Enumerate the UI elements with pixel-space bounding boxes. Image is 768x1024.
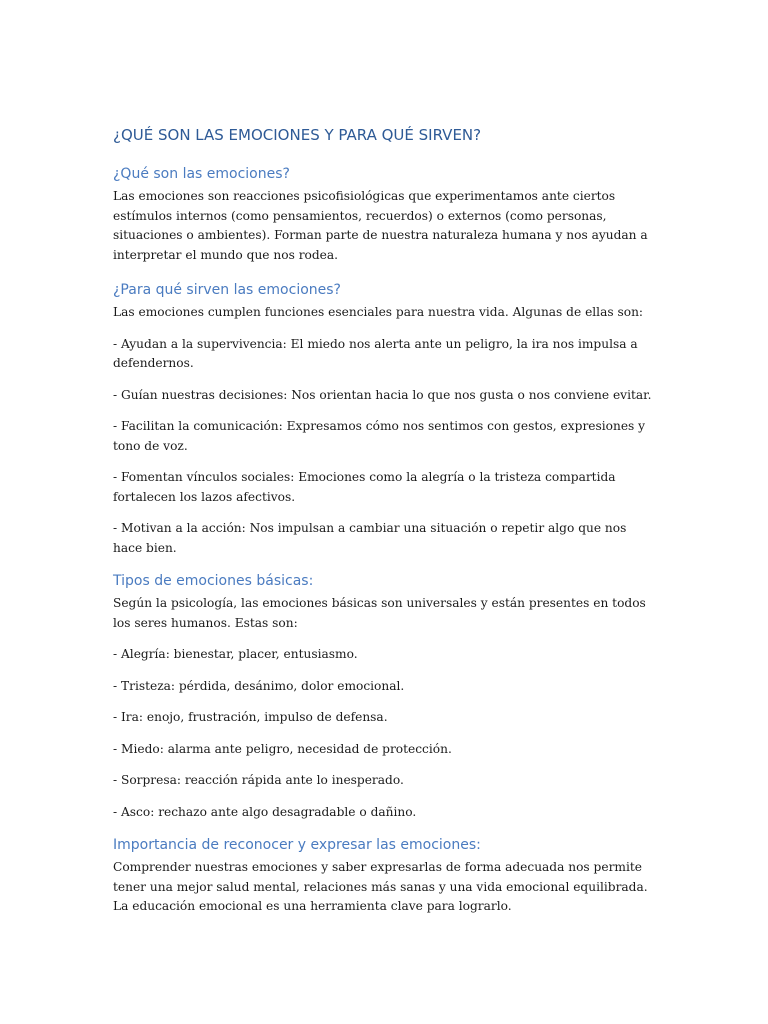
document-page xyxy=(113,124,658,930)
section-importancia xyxy=(113,835,658,917)
list-item: - Alegría: bienestar, placer, entusiasmo. xyxy=(113,647,358,661)
list-item: - Asco: rechazo ante algo desagradable o dañino. xyxy=(113,804,417,819)
paragraph: Según la psicología, las emociones básicas son universales y están presentes en todos los seres humanos. Estas son: xyxy=(113,596,646,630)
list-item: - Tristeza: pérdida, desánimo, dolor emocional. xyxy=(113,678,405,693)
list-item: - Ayudan a la supervivencia: El miedo nos alerta ante un peligro, la ira nos impulsa a defendernos. xyxy=(113,336,638,370)
section-heading: Tipos de emociones básicas: xyxy=(113,573,314,589)
section-heading: Importancia de reconocer y expresar las emociones: xyxy=(113,837,481,853)
section-tipos xyxy=(113,571,658,822)
list-item: - Ira: enojo, frustración, impulso de defensa. xyxy=(113,710,388,724)
list-item: - Fomentan vínculos sociales: Emociones como la alegría o la tristeza compartida fortalecen los lazos afectivos. xyxy=(113,470,616,504)
list-item: - Sorpresa: reacción rápida ante lo inesperado. xyxy=(113,773,404,787)
paragraph: Las emociones cumplen funciones esenciales para nuestra vida. Algunas de ellas son: xyxy=(113,305,644,319)
section-para-que-sirven xyxy=(113,280,658,558)
section-heading: ¿Qué son las emociones? xyxy=(113,166,290,182)
section-heading: ¿Para qué sirven las emociones? xyxy=(113,282,341,298)
list-item: - Facilitan la comunicación: Expresamos cómo nos sentimos con gestos, expresiones y tono de voz. xyxy=(113,419,646,453)
section-que-son xyxy=(113,164,658,265)
list-item: - Guían nuestras decisiones: Nos orientan hacia lo que nos gusta o nos conviene evitar. xyxy=(113,387,652,402)
paragraph: Comprender nuestras emociones y saber expresarlas de forma adecuada nos permite tener una mejor salud mental, relaciones más sanas y una vida emocional equilibrada. La educación emocional es una herramienta clave para lograrlo. xyxy=(113,860,648,913)
document-title: ¿QUÉ SON LAS EMOCIONES Y PARA QUÉ SIRVEN? xyxy=(113,126,482,144)
paragraph: Las emociones son reacciones psicofisiológicas que experimentamos ante ciertos estímulos internos (como pensamientos, recuerdos) o externos (como personas, situaciones o ambientes). Forman parte de nuestra naturaleza humana y nos ayudan a interpretar el mundo que nos rodea. xyxy=(113,189,648,262)
list-item: - Motivan a la acción: Nos impulsan a cambiar una situación o repetir algo que nos hace bien. xyxy=(113,521,627,555)
list-item: - Miedo: alarma ante peligro, necesidad de protección. xyxy=(113,741,452,756)
